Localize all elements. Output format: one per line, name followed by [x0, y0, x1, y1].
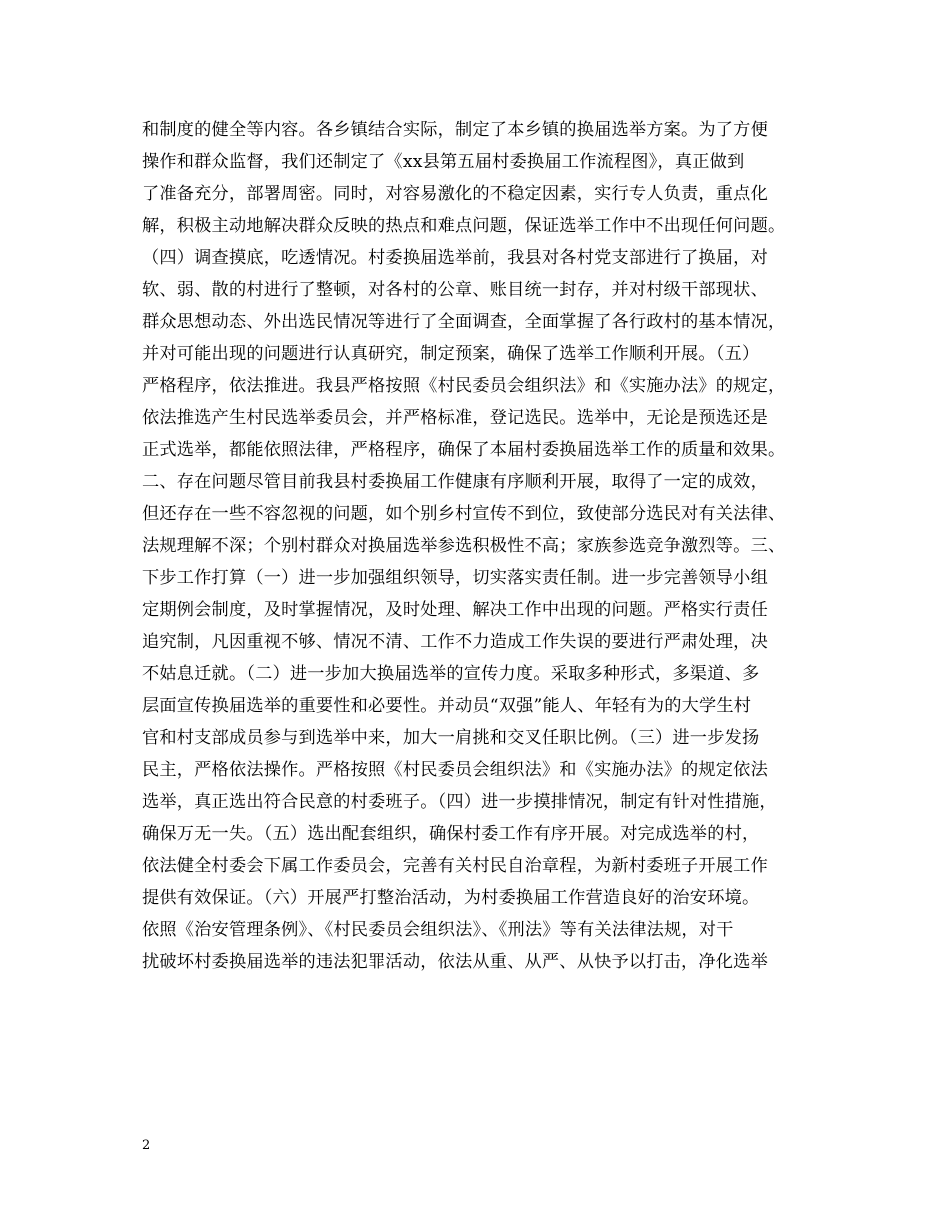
text-line: 下步工作打算（一）进一步加强组织领导，切实落实责任制。进一步完善领导小组 — [142, 568, 768, 588]
text-line: 官和村支部成员参与到选举中来，加大一肩挑和交叉任职比例。（三）进一步发扬 — [142, 728, 760, 748]
text-line: 不姑息迁就。（二）进一步加大换届选举的宣传力度。采取多种形式，多渠道、多 — [142, 664, 760, 684]
text-line: 民主，严格依法操作。严格按照《村民委员会组织法》和《实施办法》的规定依法 — [142, 760, 768, 780]
text-line: 选举，真正选出符合民意的村委班子。（四）进一步摸排情况，制定有针对性措施， — [142, 792, 777, 812]
text-line: 群众思想动态、外出选民情况等进行了全面调查，全面掌握了各行政村的基本情况， — [142, 312, 786, 332]
text-line: 依照《治安管理条例》、《村民委员会组织法》、《刑法》等有关法律法规，对干 — [142, 920, 734, 940]
text-line: 二、存在问题尽管目前我县村委换届工作健康有序顺利开展，取得了一定的成效， — [142, 472, 768, 492]
text-line: 严格程序，依法推进。我县严格按照《村民委员会组织法》和《实施办法》的规定， — [142, 376, 786, 396]
text-line: 层面宣传换届选举的重要性和必要性。并动员“双强”能人、年轻有为的大学生村 — [142, 696, 752, 716]
text-line: 但还存在一些不容忽视的问题，如个别乡村宣传不到位，致使部分选民对有关法律、 — [142, 504, 786, 524]
text-line: 了准备充分，部署周密。同时，对容易激化的不稳定因素，实行专人负责，重点化 — [142, 184, 768, 204]
text-line: 定期例会制度，及时掌握情况，及时处理、解决工作中出现的问题。严格实行责任 — [142, 600, 768, 620]
text-line: 提供有效保证。（六）开展严打整治活动，为村委换届工作营造良好的治安环境。 — [142, 888, 760, 908]
text-line: 解，积极主动地解决群众反映的热点和难点问题，保证选举工作中不出现任何问题。 — [142, 216, 786, 236]
text-line: 确保万无一失。（五）选出配套组织，确保村委工作有序开展。对完成选举的村， — [142, 824, 760, 844]
text-line: 和制度的健全等内容。各乡镇结合实际，制定了本乡镇的换届选举方案。为了方便 — [142, 120, 768, 140]
text-line: 并对可能出现的问题进行认真研究，制定预案，确保了选举工作顺利开展。（五） — [142, 344, 760, 364]
text-line: 依法健全村委会下属工作委员会，完善有关村民自治章程，为新村委班子开展工作 — [142, 856, 768, 876]
text-line: 依法推选产生村民选举委员会，并严格标准，登记选民。选举中，无论是预选还是 — [142, 408, 768, 428]
text-line: 正式选举，都能依照法律，严格程序，确保了本届村委换届选举工作的质量和效果。 — [142, 440, 786, 460]
text-line: 扰破坏村委换届选举的违法犯罪活动，依法从重、从严、从快予以打击，净化选举 — [142, 952, 768, 972]
page-number: 2 — [142, 1138, 151, 1153]
text-line: 追究制，凡因重视不够、情况不清、工作不力造成工作失误的要进行严肃处理，决 — [142, 632, 768, 652]
text-line: 法规理解不深；个别村群众对换届选举参选积极性不高；家族参选竞争激烈等。三、 — [142, 536, 786, 556]
text-line: （四）调查摸底，吃透情况。村委换届选举前，我县对各村党支部进行了换届，对 — [142, 248, 768, 268]
body-text — [142, 114, 842, 978]
text-line: 软、弱、散的村进行了整顿，对各村的公章、账目统一封存，并对村级干部现状、 — [142, 280, 768, 300]
text-line: 操作和群众监督，我们还制定了《xx县第五届村委换届工作流程图》，真正做到 — [142, 152, 745, 172]
